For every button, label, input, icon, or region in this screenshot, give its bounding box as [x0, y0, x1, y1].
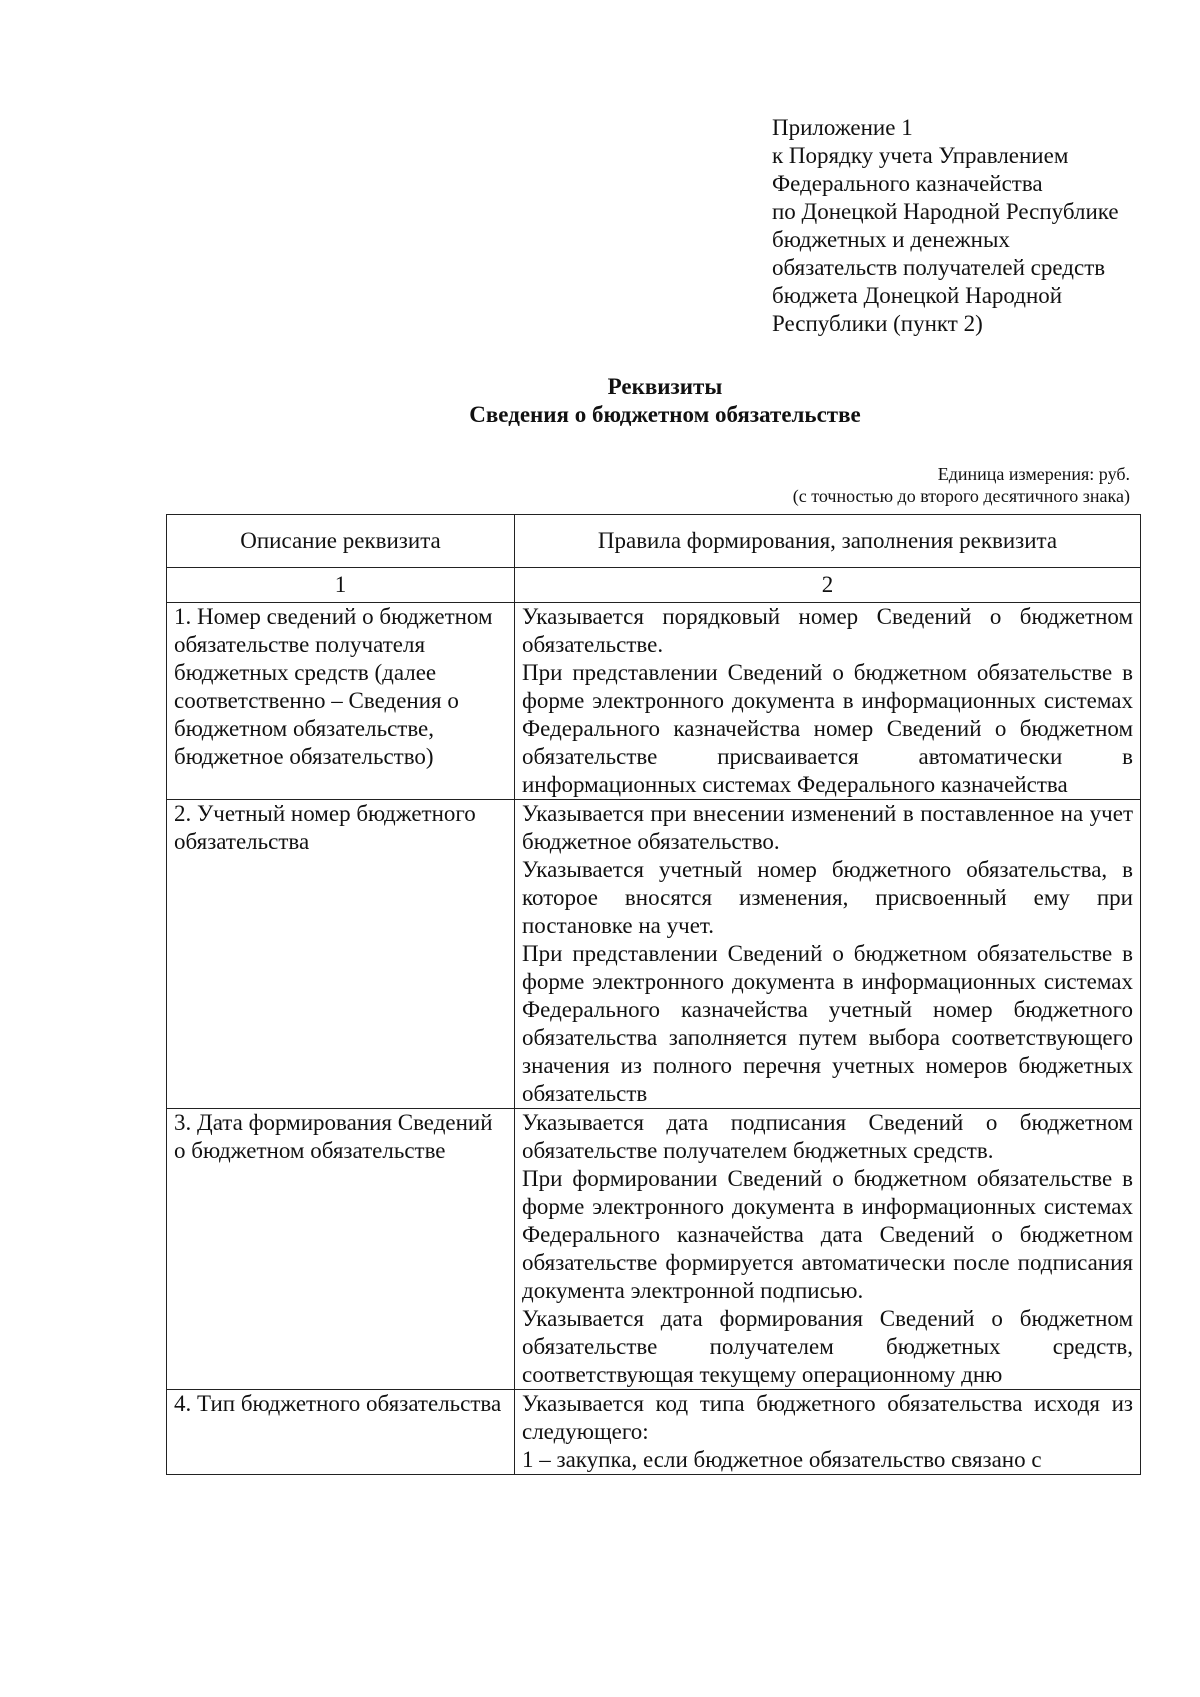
rule-paragraph: Указывается дата формирования Сведений о бюджетном обязательстве получателем бюджетных средств, соответствующая текущему операционному дню	[522, 1306, 1133, 1387]
appendix-line: к Порядку учета Управлением	[772, 143, 1069, 168]
appendix-line: Республики (пункт 2)	[772, 311, 983, 336]
units-note	[793, 463, 1130, 507]
appendix-line: обязательств получателей средств	[772, 255, 1106, 280]
rule-paragraph: 1 – закупка, если бюджетное обязательство связано с	[522, 1447, 1042, 1472]
appendix-line: бюджетных и денежных	[772, 227, 1010, 252]
table-row	[167, 1390, 1141, 1475]
row-description: 1. Номер сведений о бюджетном обязательстве получателя бюджетных средств (далее соответственно – Сведения о бюджетном обязательстве, бюджетное обязательство)	[167, 603, 515, 800]
row-rules	[515, 603, 1141, 800]
rule-paragraph: При формировании Сведений о бюджетном обязательстве в форме электронного документа в информационных системах Федерального казначейства дата Сведений о бюджетном обязательстве формируется автоматически после подписания документа электронной подписью.	[522, 1166, 1133, 1303]
rule-paragraph: Указывается порядковый номер Сведений о бюджетном обязательстве.	[522, 604, 1133, 657]
rule-paragraph: Указывается код типа бюджетного обязательства исходя из следующего:	[522, 1391, 1133, 1444]
table-row	[167, 800, 1141, 1109]
appendix-block	[772, 114, 1192, 338]
row-rules	[515, 1109, 1141, 1390]
requisites-table	[166, 514, 1141, 1475]
units-line: Единица измерения: руб.	[937, 464, 1130, 484]
table-number-row	[167, 568, 1141, 603]
row-description: 2. Учетный номер бюджетного обязательства	[167, 800, 515, 1109]
rule-paragraph: При представлении Сведений о бюджетном обязательстве в форме электронного документа в информационных системах Федерального казначейства номер Сведений о бюджетном обязательстве присваивается автоматически в информационных системах Федерального казначейства	[522, 660, 1133, 797]
table-header-row	[167, 515, 1141, 568]
appendix-line: Федерального казначейства	[772, 171, 1043, 196]
row-rules	[515, 800, 1141, 1109]
document-subtitle: Сведения о бюджетном обязательстве	[469, 402, 861, 427]
rule-paragraph: Указывается при внесении изменений в поставленное на учет бюджетное обязательство.	[522, 801, 1133, 854]
table-row	[167, 1109, 1141, 1390]
rule-paragraph: Указывается учетный номер бюджетного обязательства, в которое вносятся изменения, присвоенный ему при постановке на учет.	[522, 857, 1133, 938]
appendix-line: по Донецкой Народной Республике	[772, 199, 1119, 224]
units-precision-line: (с точностью до второго десятичного знака)	[792, 486, 1130, 506]
header-rules: Правила формирования, заполнения реквизита	[515, 515, 1141, 568]
row-description: 4. Тип бюджетного обязательства	[167, 1390, 515, 1475]
row-description: 3. Дата формирования Сведений о бюджетном обязательстве	[167, 1109, 515, 1390]
row-rules	[515, 1390, 1141, 1475]
document-title: Реквизиты	[607, 374, 723, 399]
table-row	[167, 603, 1141, 800]
column-number-2: 2	[515, 568, 1141, 603]
appendix-line: Приложение 1	[772, 115, 913, 140]
appendix-line: бюджета Донецкой Народной	[772, 283, 1063, 308]
column-number-1: 1	[167, 568, 515, 603]
header-description: Описание реквизита	[167, 515, 515, 568]
rule-paragraph: При представлении Сведений о бюджетном обязательстве в форме электронного документа в информационных системах Федерального казначейства учетный номер бюджетного обязательства заполняется путем выбора соответствующего значения из полного перечня учетных номеров бюджетных обязательств	[522, 941, 1133, 1106]
rule-paragraph: Указывается дата подписания Сведений о бюджетном обязательстве получателем бюджетных средств.	[522, 1110, 1133, 1163]
